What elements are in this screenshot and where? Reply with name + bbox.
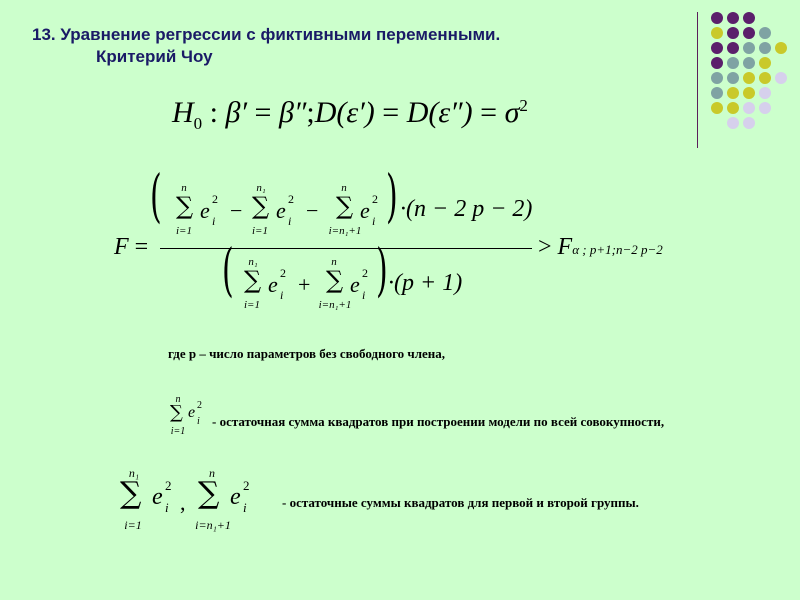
sum-lower: i=n₁+1 (195, 518, 231, 532)
dot (759, 57, 771, 69)
subscript-i: i (165, 500, 169, 515)
sigma-sum-icon: ∑ (252, 192, 270, 220)
dot (743, 102, 755, 114)
sum-lower: i=1 (244, 299, 260, 311)
residual-e: e (360, 198, 370, 223)
f-symbol: F (114, 234, 129, 260)
sum-group2 (320, 180, 390, 244)
sum-upper: n (181, 182, 187, 194)
residual-e: e (230, 484, 241, 510)
plus: + (298, 272, 311, 297)
dot (775, 42, 787, 54)
residual-e: e (200, 198, 210, 223)
equals: = (480, 96, 498, 129)
f-statistic-lhs (114, 234, 148, 261)
note-group-rss: - остаточные суммы квадратов для первой и второй группы. (282, 495, 639, 510)
residual-e: e (268, 272, 278, 297)
sigma-sum-icon: ∑ (170, 402, 183, 423)
exponent: 2 (362, 266, 368, 280)
subscript-i: i (243, 500, 247, 515)
total-residual-sum (168, 392, 208, 440)
minus: − (306, 198, 319, 223)
comma: , (180, 490, 186, 515)
sum-upper: n (209, 466, 215, 480)
sum-lower: i=n₁+1 (318, 299, 352, 311)
sigma-sum-icon: ∑ (198, 476, 220, 511)
dot (711, 57, 723, 69)
dot (711, 102, 723, 114)
residual-e: e (188, 404, 196, 421)
variance-2: D(ε″) (406, 96, 473, 129)
dot (743, 87, 755, 99)
f-critical-symbol: F (557, 234, 573, 260)
left-paren: ( (150, 164, 162, 231)
dot (743, 57, 755, 69)
left-paren: ( (222, 238, 234, 305)
greater-than: > (538, 234, 552, 260)
dot (711, 12, 723, 24)
right-paren: ) (376, 238, 388, 305)
dot (727, 117, 739, 129)
exponent: 2 (280, 266, 286, 280)
sigma: σ (504, 96, 520, 129)
sum-lower: i=1 (176, 225, 192, 237)
sigma-sum-icon: ∑ (336, 192, 354, 220)
equals: = (134, 234, 149, 260)
sum-total (170, 180, 230, 244)
title-line-1: 13. Уравнение регрессии с фиктивными переменными. (32, 25, 501, 44)
sigma-sum-icon: ∑ (120, 476, 142, 511)
equals: = (254, 96, 272, 129)
dot (727, 57, 739, 69)
dot (759, 42, 771, 54)
dot (711, 87, 723, 99)
subscript-i: i (280, 288, 284, 302)
sum-group1 (246, 180, 306, 244)
dot (759, 27, 771, 39)
exponent: 2 (212, 192, 218, 206)
denominator (222, 238, 492, 320)
note-total-rss: - остаточная сумма квадратов при построении модели по всей совокупности, (212, 414, 665, 429)
residual-e: e (152, 484, 163, 510)
sum-lower: i=1 (124, 518, 142, 532)
dot (759, 87, 771, 99)
fraction-bar (160, 248, 532, 249)
numerator (150, 164, 540, 244)
h-symbol: H (172, 96, 194, 129)
semicolon: ; (306, 96, 315, 129)
dot (727, 72, 739, 84)
sum-lower: i=n₁+1 (328, 225, 362, 237)
dot (727, 87, 739, 99)
dot (759, 72, 771, 84)
sigma-sum-icon: ∑ (326, 266, 344, 294)
sum-upper: n₁ (128, 466, 140, 480)
sum-upper: n₁ (256, 182, 266, 194)
dot (727, 42, 739, 54)
f-critical-subscript: α ; p+1;n−2 p−2 (572, 242, 663, 257)
dot (743, 27, 755, 39)
sum-group2 (188, 466, 278, 536)
exponent: 2 (197, 400, 202, 411)
dot (743, 72, 755, 84)
group-residual-sums (118, 466, 278, 536)
h-subscript: 0 (193, 114, 203, 133)
exponent: 2 (243, 478, 250, 493)
dot (727, 12, 739, 24)
dot (743, 12, 755, 24)
dot (711, 42, 723, 54)
title-line-2: Критерий Чоу (96, 47, 213, 66)
beta-double-prime: β″ (278, 96, 307, 129)
critical-value (538, 234, 663, 261)
residual-e: e (350, 272, 360, 297)
sigma-sum-icon: ∑ (244, 266, 262, 294)
dot (759, 102, 771, 114)
subscript-i: i (197, 416, 200, 427)
sum-upper: n (175, 394, 181, 405)
null-hypothesis (172, 96, 528, 134)
equals: = (382, 96, 400, 129)
beta-prime: β′ (225, 96, 248, 129)
exponent: 2 (372, 192, 378, 206)
sum-group1 (238, 254, 298, 318)
colon: : (209, 96, 219, 129)
denominator-factor: ·(p + 1) (388, 270, 463, 296)
sum-upper: n (341, 182, 347, 194)
subscript-i: i (288, 214, 292, 228)
subscript-i: i (372, 214, 376, 228)
dot (743, 42, 755, 54)
sum-lower: i=1 (170, 426, 186, 437)
dot (727, 27, 739, 39)
exponent: 2 (288, 192, 294, 206)
sum-upper: n₁ (248, 256, 258, 268)
sum-upper: n (331, 256, 337, 268)
numerator-factor: ·(n − 2 p − 2) (400, 196, 533, 222)
sum-group1 (118, 466, 178, 536)
subscript-i: i (362, 288, 366, 302)
sum-lower: i=1 (252, 225, 268, 237)
note-parameter-p: где р – число параметров без свободного члена, (168, 346, 446, 361)
variance-1: D(ε′) (314, 96, 375, 129)
sigma-sum-icon: ∑ (176, 192, 194, 220)
residual-e: e (276, 198, 286, 223)
minus: − (230, 198, 243, 223)
dot (743, 117, 755, 129)
dot (711, 27, 723, 39)
exponent: 2 (165, 478, 172, 493)
dot (727, 102, 739, 114)
dot (775, 72, 787, 84)
sigma-exponent: 2 (519, 96, 528, 115)
right-paren: ) (386, 164, 398, 231)
sum-group2 (310, 254, 380, 318)
dot (711, 72, 723, 84)
subscript-i: i (212, 214, 216, 228)
